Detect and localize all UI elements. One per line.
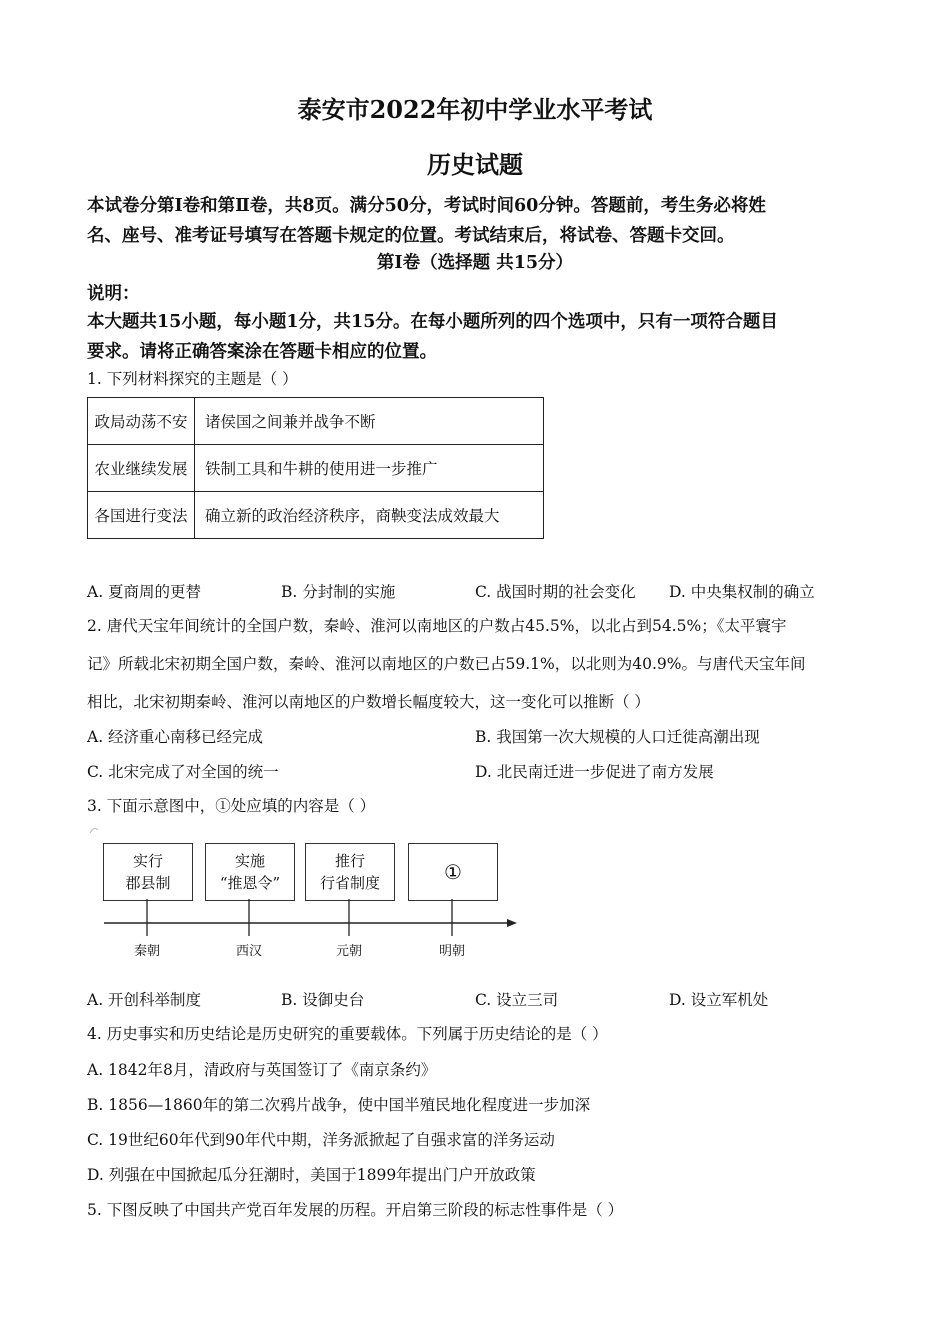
q5-stem: 5. 下图反映了中国共产党百年发展的历程。开启第三阶段的标志性事件是（ ）: [87, 1201, 624, 1219]
q2-line-3: 相比，北宋初期秦岭、淮河以南地区的户数增长幅度较大，这一变化可以推断（ ）: [87, 693, 650, 711]
q3-option-b[interactable]: B. 设御史台: [281, 991, 365, 1009]
q1-option-a[interactable]: A. 夏商周的更替: [87, 583, 202, 601]
note-line-1: 本大题共15小题，每小题1分，共15分。在每小题所列的四个选项中，只有一项符合题目: [87, 312, 778, 332]
intro-line-1: 本试卷分第Ⅰ卷和第Ⅱ卷，共8页。满分50分，考试时间60分钟。答题前，考生务必将姓: [87, 196, 766, 216]
exam-title: 泰安市2022年初中学业水平考试: [297, 95, 653, 124]
q2-option-a[interactable]: A. 经济重心南移已经完成: [87, 728, 264, 746]
section-title: 第Ⅰ卷（选择题 共15分）: [376, 253, 574, 273]
table-cell: 各国进行变法: [88, 492, 195, 539]
box-label: “推恩令”: [219, 874, 281, 892]
q3-option-d[interactable]: D. 设立军机处: [669, 991, 769, 1009]
q3-option-c[interactable]: C. 设立三司: [475, 991, 559, 1009]
box-label: 实行: [132, 852, 163, 870]
q3-option-a[interactable]: A. 开创科举制度: [87, 991, 202, 1009]
box-label: 实施: [234, 852, 265, 870]
q2-line-2: 记》所载北宋初期全国户数，秦岭、淮河以南地区的户数已占59.1%，以北则为40.9%。与唐代天宝年间: [87, 655, 806, 673]
q2-option-c[interactable]: C. 北宋完成了对全国的统一: [87, 763, 279, 781]
q4-option-c[interactable]: C. 19世纪60年代到90年代中期，洋务派掀起了自强求富的洋务运动: [87, 1131, 555, 1149]
note-line-2: 要求。请将正确答案涂在答题卡相应的位置。: [87, 342, 437, 362]
table-cell: 确立新的政治经济秩序，商鞅变法成效最大: [195, 492, 544, 539]
q4-option-a[interactable]: A. 1842年8月，清政府与英国签订了《南京条约》: [87, 1061, 437, 1079]
q2-option-b[interactable]: B. 我国第一次大规模的人口迁徙高潮出现: [475, 728, 760, 746]
note-label: 说明：: [87, 284, 140, 304]
exam-subtitle: 历史试题: [427, 150, 523, 179]
box-label: 推行: [334, 852, 365, 870]
q2-line-1: 2. 唐代天宝年间统计的全国户数，秦岭、淮河以南地区的户数占45.5%，以北占到54.5%；《太平寰宇: [87, 617, 787, 635]
q4-option-b[interactable]: B. 1856—1860年的第二次鸦片战争，使中国半殖民地化程度进一步加深: [87, 1096, 591, 1114]
table-cell: 诸侯国之间兼并战争不断: [195, 398, 544, 445]
q3-stem: 3. 下面示意图中，①处应填的内容是（ ）: [87, 797, 376, 815]
box-label: ①: [444, 860, 462, 884]
era-label-ming: 明朝: [439, 944, 466, 959]
box-label: 郡县制: [125, 874, 171, 892]
era-label-qin: 秦朝: [134, 944, 161, 959]
era-label-xihan: 西汉: [236, 944, 263, 959]
box-label: 行省制度: [319, 874, 380, 892]
q2-option-d[interactable]: D. 北民南迁进一步促进了南方发展: [475, 763, 714, 781]
q4-stem: 4. 历史事实和历史结论是历史研究的重要载体。下列属于历史结论的是（ ）: [87, 1025, 608, 1043]
table-cell: 铁制工具和牛耕的使用进一步推广: [195, 445, 544, 492]
table-cell: 政局动荡不安: [88, 398, 195, 445]
q1-stem: 1. 下列材料探究的主题是（ ）: [87, 370, 298, 388]
q1-option-d[interactable]: D. 中央集权制的确立: [669, 583, 815, 601]
q1-option-c[interactable]: C. 战国时期的社会变化: [475, 583, 636, 601]
q1-option-b[interactable]: B. 分封制的实施: [281, 583, 396, 601]
era-label-yuan: 元朝: [336, 944, 363, 959]
table-cell: 农业继续发展: [88, 445, 195, 492]
q4-option-d[interactable]: D. 列强在中国掀起瓜分狂潮时，美国于1899年提出门户开放政策: [87, 1166, 536, 1184]
intro-line-2: 名、座号、准考证号填写在答题卡规定的位置。考试结束后，将试卷、答题卡交回。: [87, 226, 735, 246]
